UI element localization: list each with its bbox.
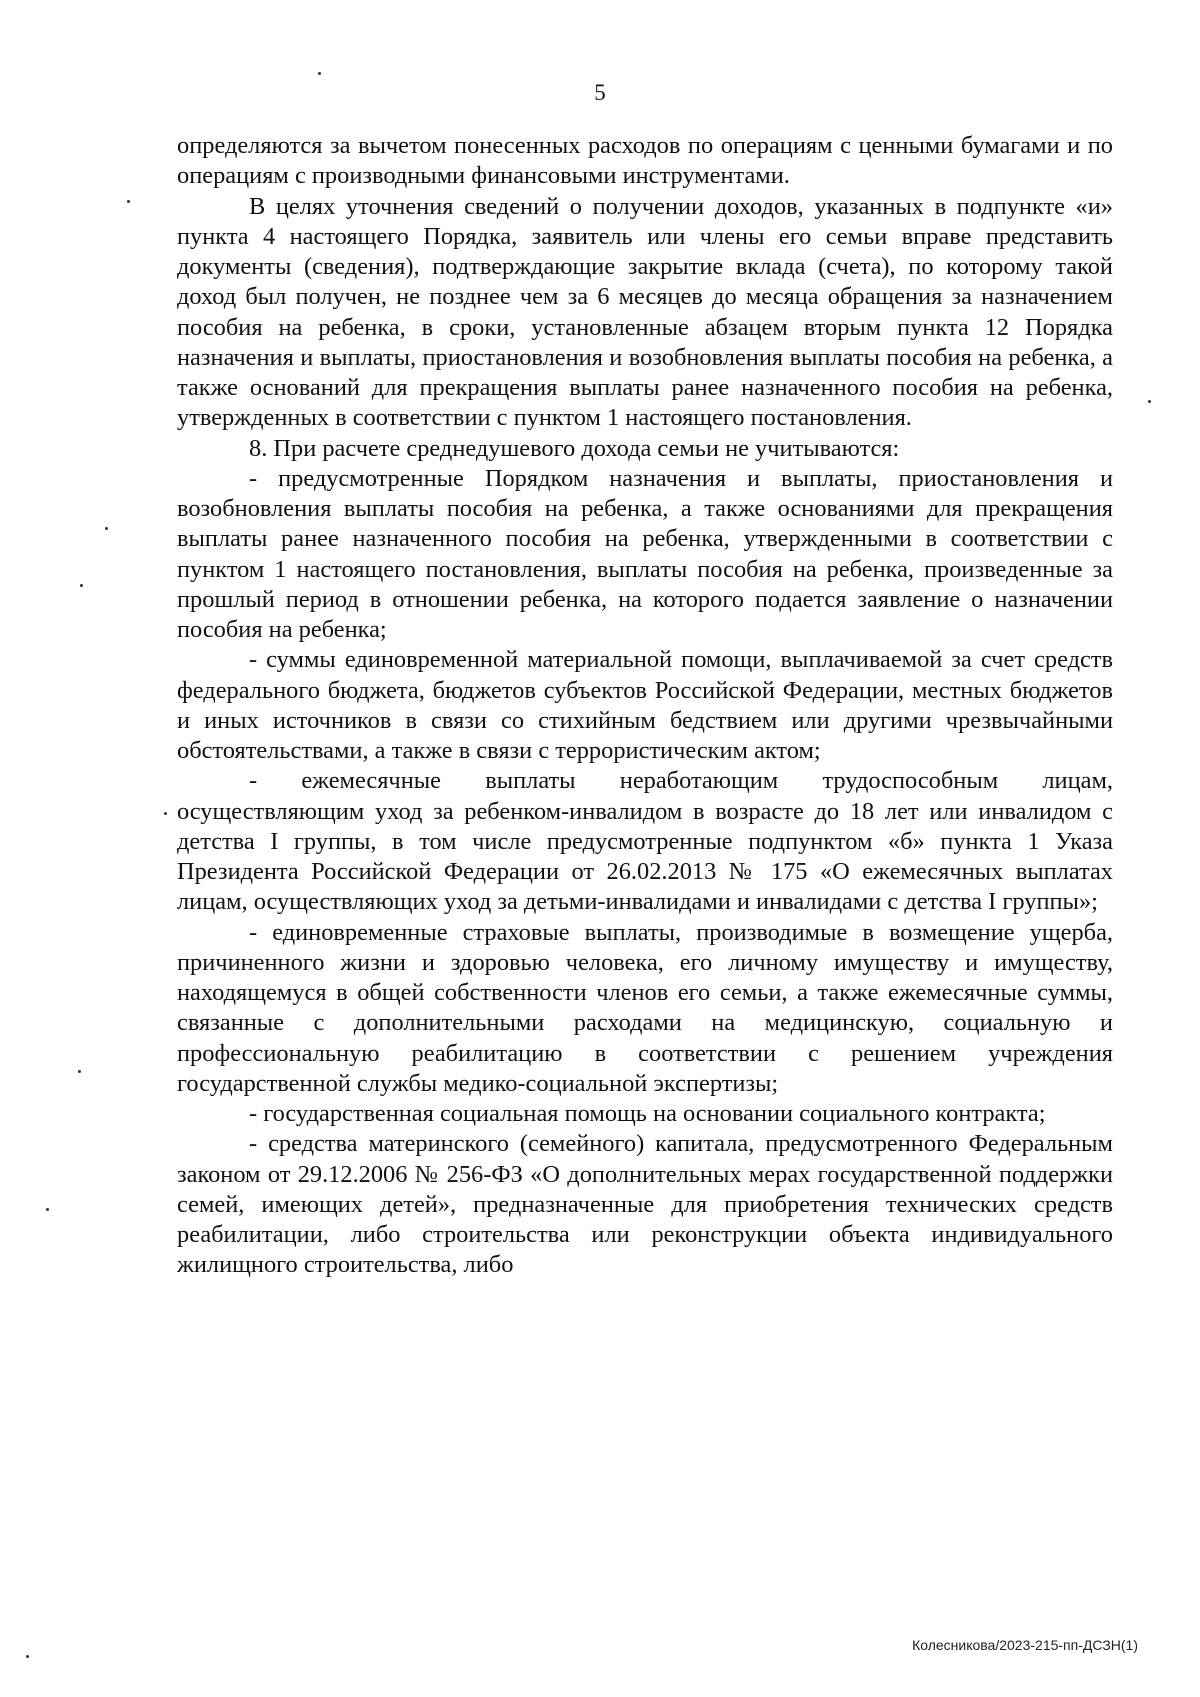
document-body: [177, 131, 1113, 1281]
scan-speck: [105, 527, 108, 530]
paragraph-item-8: 8. При расчете среднедушевого дохода семьи не учитываются:: [249, 434, 900, 462]
page-number: 5: [594, 80, 606, 105]
list-item-insurance-payments: - единовременные страховые выплаты, производимые в возмещение ущерба, причиненного жизни и здоровью человека, его личному имуществу и имуществу, находящемуся в общей собственности членов его семьи, а также ежемесячные суммы, связанные с дополнительными расходами на медицинскую, социальную и профессиональную реабилитацию в соответствии с решением учреждения государственной службы медико-социальной экспертизы;: [177, 918, 1113, 1097]
scan-speck: [164, 812, 167, 815]
list-item-maternity-capital: - средства материнского (семейного) капитала, предусмотренного Федеральным законом от 29.12.2006 № 256-ФЗ «О дополнительных мерах государственной поддержки семей, имеющих детей», предназначенные для приобретения технических средств реабилитации, либо строительства или реконструкции объекта индивидуального жилищного строительства, либо: [177, 1130, 1113, 1279]
scan-speck: [1148, 400, 1151, 403]
scan-speck: [78, 1070, 81, 1073]
list-item-one-time-aid: - суммы единовременной материальной помощи, выплачиваемой за счет средств федерального бюджета, бюджетов субъектов Российской Федерации, местных бюджетов и иных источников в связи со стихийным бедствием или другими чрезвычайными обстоятельствами, а также в связи с террористическим актом;: [177, 646, 1113, 764]
scan-speck: [26, 1655, 29, 1658]
scan-speck: [46, 1208, 49, 1211]
list-item-social-contract: - государственная социальная помощь на основании социального контракта;: [249, 1100, 1046, 1127]
document-reference: Колесникова/2023-215-пп-ДСЗН(1): [912, 1637, 1138, 1653]
paragraph-income-continuation: определяются за вычетом понесенных расходов по операциям с ценными бумагами и по операциям с производными финансовыми инструментами.: [177, 132, 1113, 190]
paragraph-clarification: В целях уточнения сведений о получении доходов, указанных в подпункте «и» пункта 4 настоящего Порядка, заявитель или члены его семьи вправе представить документы (сведения), подтверждающие закрытие вклада (счета), по которому такой доход был получен, не позднее чем за 6 месяцев до месяца обращения за назначением пособия на ребенка, в сроки, установленные абзацем вторым пункта 12 Порядка назначения и выплаты, приостановления и возобновления выплаты пособия на ребенка, а также оснований для прекращения выплаты ранее назначенного пособия на ребенка, утвержденных в соответствии с пунктом 1 настоящего постановления.: [177, 192, 1113, 432]
list-item-child-benefit: - предусмотренные Порядком назначения и выплаты, приостановления и возобновления выплаты пособия на ребенка, а также основаниями для прекращения выплаты ранее назначенного пособия на ребенка, утвержденными в соответствии с пунктом 1 настоящего постановления, выплаты пособия на ребенка, произведенные за прошлый период в отношении ребенка, на которого подается заявление о назначении пособия на ребенка;: [177, 464, 1113, 643]
scan-speck: [80, 584, 83, 587]
scan-speck: [318, 72, 321, 75]
list-item-caregiver-payments: - ежемесячные выплаты неработающим трудоспособным лицам, осуществляющим уход за ребенком-инвалидом в возрасте до 18 лет или инвалидом с детства I группы, в том числе предусмотренные подпунктом «б» пункта 1 Указа Президента Российской Федерации от 26.02.2013 № 175 «О ежемесячных выплатах лицам, осуществляющих уход за детьми-инвалидами и инвалидами с детства I группы»;: [177, 767, 1113, 916]
scan-speck: [127, 200, 130, 203]
